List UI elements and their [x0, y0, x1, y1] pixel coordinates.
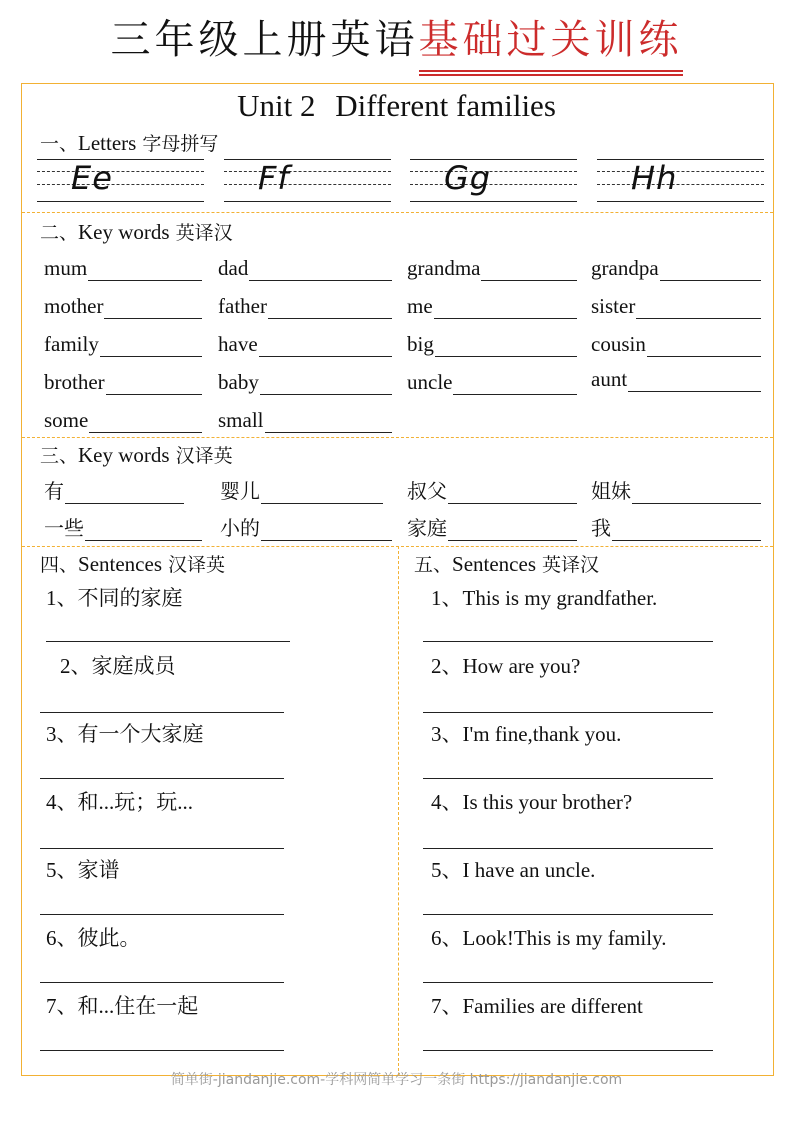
sentence-prompt: 3、I'm fine,thank you.: [431, 722, 622, 746]
answer-line[interactable]: [423, 712, 713, 713]
vocab-item[interactable]: 一些: [44, 515, 202, 541]
unit-name: Different families: [335, 88, 556, 123]
sentence-prompt: 7、和...住在一起: [46, 994, 199, 1018]
vocab-item[interactable]: 有: [44, 478, 184, 504]
section-keywords-cn-en-title: 三、Key words 汉译英: [40, 443, 233, 467]
sentence-prompt: 1、不同的家庭: [46, 586, 183, 610]
vocab-item[interactable]: baby: [218, 369, 392, 395]
sentence-prompt: 7、Families are different: [431, 994, 643, 1018]
section-divider: [22, 212, 773, 213]
vocab-item[interactable]: have: [218, 331, 392, 357]
letter-writing-box[interactable]: [224, 157, 391, 205]
unit-label: Unit 2: [237, 88, 316, 123]
vocab-item[interactable]: 小的: [220, 515, 392, 541]
section-keywords-en-cn-title: 二、Key words 英译汉: [40, 220, 233, 244]
vocab-item[interactable]: 家庭: [407, 515, 577, 541]
section-sentences-cn-en-title: 四、Sentences 汉译英: [40, 552, 226, 576]
answer-line[interactable]: [423, 778, 713, 779]
vocab-item[interactable]: 姐妹: [591, 478, 761, 504]
vocab-item[interactable]: big: [407, 331, 577, 357]
vocab-item[interactable]: aunt: [591, 366, 761, 392]
sentence-prompt: 3、有一个大家庭: [46, 722, 204, 746]
answer-line[interactable]: [423, 914, 713, 915]
answer-line[interactable]: [40, 982, 284, 983]
sentence-prompt: 2、家庭成员: [60, 654, 176, 678]
title-main: 三年级上册英语: [110, 17, 419, 63]
letter-pair: Ff: [258, 159, 290, 197]
answer-line[interactable]: [40, 848, 284, 849]
sentence-prompt: 6、Look!This is my family.: [431, 926, 667, 950]
sentence-prompt: 4、和...玩；玩...: [46, 790, 193, 814]
section-sentences-en-cn-title: 五、Sentences 英译汉: [414, 552, 600, 576]
vocab-item[interactable]: family: [44, 331, 202, 357]
vocab-item[interactable]: brother: [44, 369, 202, 395]
letter-pair: Gg: [444, 159, 492, 197]
vocab-item[interactable]: 叔父: [407, 478, 577, 504]
answer-line[interactable]: [423, 1050, 713, 1051]
letter-pair: Ee: [71, 159, 113, 197]
answer-line[interactable]: [423, 982, 713, 983]
vocab-item[interactable]: cousin: [591, 331, 761, 357]
answer-line[interactable]: [423, 848, 713, 849]
letter-writing-box[interactable]: [410, 157, 577, 205]
vocab-item[interactable]: grandpa: [591, 255, 761, 281]
sentence-prompt: 5、I have an uncle.: [431, 858, 596, 882]
vocab-item[interactable]: 我: [591, 515, 761, 541]
worksheet-title: [0, 14, 793, 66]
vocab-item[interactable]: some: [44, 407, 202, 433]
vocab-item[interactable]: mum: [44, 255, 202, 281]
vocab-item[interactable]: sister: [591, 293, 761, 319]
vocab-item[interactable]: 婴儿: [220, 478, 383, 504]
answer-line[interactable]: [40, 914, 284, 915]
sentence-prompt: 4、Is this your brother?: [431, 790, 633, 814]
letter-pair: Hh: [631, 159, 678, 197]
vocab-item[interactable]: uncle: [407, 369, 577, 395]
vocab-item[interactable]: father: [218, 293, 392, 319]
answer-line[interactable]: [423, 641, 713, 642]
column-divider: [398, 546, 399, 1076]
section-divider: [22, 437, 773, 438]
section-letters-title: 一、Letters 字母拼写: [40, 131, 219, 155]
letter-writing-box[interactable]: [597, 157, 764, 205]
vocab-item[interactable]: dad: [218, 255, 392, 281]
vocab-item[interactable]: me: [407, 293, 577, 319]
sentence-prompt: 5、家谱: [46, 858, 120, 882]
answer-line[interactable]: [40, 1050, 284, 1051]
vocab-item[interactable]: mother: [44, 293, 202, 319]
unit-heading: [0, 86, 793, 126]
title-highlight: 基础过关训练: [419, 14, 683, 66]
vocab-item[interactable]: grandma: [407, 255, 577, 281]
answer-line[interactable]: [40, 778, 284, 779]
sentence-prompt: 6、彼此。: [46, 926, 141, 950]
answer-line[interactable]: [40, 712, 284, 713]
answer-line[interactable]: [46, 641, 290, 642]
footer-watermark: 简单街-jiandanjie.com-学科网简单学习一条街 https://jiandanjie.com: [170, 1072, 623, 1088]
letter-writing-box[interactable]: [37, 157, 204, 205]
sentence-prompt: 1、This is my grandfather.: [431, 586, 658, 610]
sentence-prompt: 2、How are you?: [431, 654, 581, 678]
vocab-item[interactable]: small: [218, 407, 392, 433]
